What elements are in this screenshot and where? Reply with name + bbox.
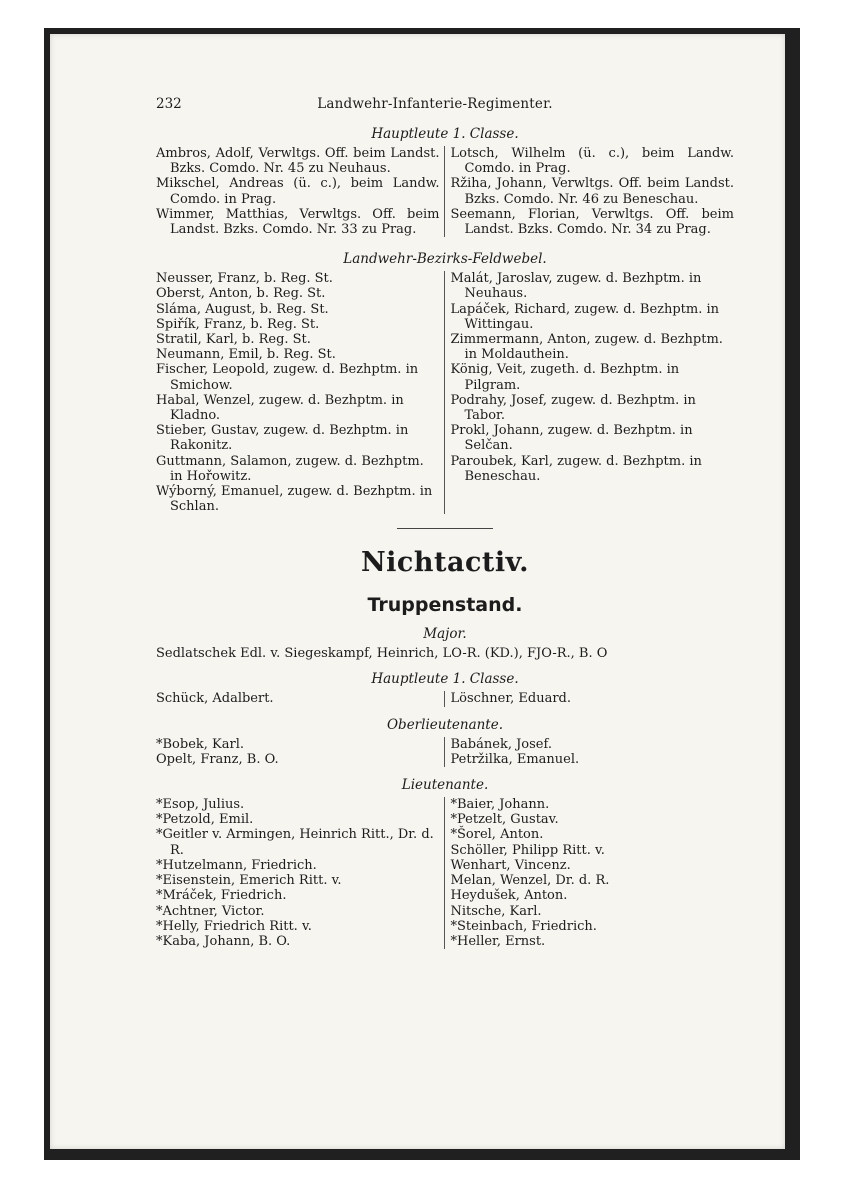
list-item: Fischer, Leopold, zugew. d. Bezhptm. in Smichow. [156, 362, 419, 393]
page-header [156, 96, 734, 116]
list-item: *Kaba, Johann, B. O. [156, 933, 291, 949]
right-column [444, 146, 735, 237]
list-item: Seemann, Florian, Verwltgs. Off. beim Landst. Bzks. Comdo. Nr. 34 zu Prag. [450, 206, 734, 238]
section-title-feldwebel: Landwehr-Bezirks-Feldwebel. [343, 251, 547, 268]
section-title-hauptleute-2: Hauptleute 1. Classe. [371, 671, 519, 688]
right-column [444, 797, 735, 949]
list-item: Schöller, Philipp Ritt. v. [450, 842, 605, 858]
list-item: *Mráček, Friedrich. [156, 888, 287, 904]
list-item: Malát, Jaroslav, zugew. d. Bezhptm. in Neuhaus. [450, 271, 702, 302]
list-item: Opelt, Franz, B. O. [156, 751, 279, 767]
list-item: Guttmann, Salamon, zugew. d. Bezhptm. in Hořowitz. [156, 453, 424, 484]
list-item: *Baier, Johann. [450, 797, 550, 813]
list-item: Prokl, Johann, zugew. d. Bezhptm. in Selčan. [450, 423, 693, 454]
list-item: Habal, Wenzel, zugew. d. Bezhptm. in Kladno. [156, 392, 404, 424]
list-item: Wimmer, Matthias, Verwltgs. Off. beim Landst. Bzks. Comdo. Nr. 33 zu Prag. [156, 206, 440, 238]
section-title-oberlieutenante: Oberlieutenante. [386, 716, 504, 733]
list-item: Zimmermann, Anton, zugew. d. Bezhptm. in Moldauthein. [450, 332, 723, 363]
list-item: Mikschel, Andreas (ü. c.), beim Landw. Comdo. in Prag. [156, 176, 440, 207]
list-item: Wýborný, Emanuel, zugew. d. Bezhptm. in Schlan. [156, 484, 433, 515]
list-item: Neusser, Franz, b. Reg. St. [156, 271, 333, 287]
list-item: Melan, Wenzel, Dr. d. R. [450, 873, 610, 889]
list-item: *Bobek, Karl. [156, 736, 245, 752]
page-content [156, 96, 734, 949]
page-number: 232 [156, 96, 182, 112]
list-item: Sláma, August, b. Reg. St. [156, 301, 329, 317]
list-item: Lapáček, Richard, zugew. d. Bezhptm. in Wittingau. [450, 301, 720, 332]
heading-truppenstand: Truppenstand. [367, 594, 523, 617]
list-item: Babánek, Josef. [450, 736, 552, 752]
list-item: *Šorel, Anton. [450, 827, 544, 843]
major-entry: Sedlatschek Edl. v. Siegeskampf, Heinrich, LO-R. (KD.), FJO-R., B. O [156, 646, 608, 662]
list-item: Paroubek, Karl, zugew. d. Bezhptm. in Beneschau. [450, 453, 702, 484]
right-column [444, 691, 735, 706]
running-title: Landwehr-Infanterie-Regimenter. [317, 96, 553, 112]
list-item: *Steinbach, Friedrich. [450, 918, 597, 934]
divider [397, 528, 493, 529]
list-item: *Achtner, Victor. [156, 903, 265, 919]
left-column [156, 271, 444, 514]
list-item: *Helly, Friedrich Ritt. v. [156, 918, 312, 934]
list-item: *Petzelt, Gustav. [450, 812, 559, 828]
section-title-hauptleute: Hauptleute 1. Classe. [371, 126, 519, 142]
section-title-lieutenante: Lieutenante. [401, 777, 489, 794]
list-item: Schück, Adalbert. [156, 691, 274, 707]
list-item: *Eisenstein, Emerich Ritt. v. [156, 873, 342, 889]
list-item: *Heller, Ernst. [450, 933, 546, 949]
right-column [444, 271, 735, 514]
right-column [444, 737, 735, 767]
list-item: Heydušek, Anton. [450, 888, 568, 904]
list-item: Nitsche, Karl. [450, 903, 542, 919]
section-title-major: Major. [423, 626, 467, 643]
list-item: Lotsch, Wilhelm (ü. c.), beim Landw. Comdo. in Prag. [450, 146, 734, 177]
list-item: Wenhart, Vincenz. [450, 857, 571, 873]
list-item: Stratil, Karl, b. Reg. St. [156, 332, 311, 348]
list-item: Stieber, Gustav, zugew. d. Bezhptm. in Rakonitz. [156, 423, 409, 454]
hauptleute-2-columns [156, 691, 734, 706]
list-item: *Hutzelmann, Friedrich. [156, 857, 317, 873]
list-item: Ambros, Adolf, Verwltgs. Off. beim Landst. Bzks. Comdo. Nr. 45 zu Neuhaus. [156, 146, 440, 177]
feldwebel-columns [156, 271, 734, 514]
lieutenante-columns [156, 797, 734, 949]
list-item: Oberst, Anton, b. Reg. St. [156, 286, 326, 302]
list-item: *Esop, Julius. [156, 797, 245, 813]
list-item: Ržiha, Johann, Verwltgs. Off. beim Landst. Bzks. Comdo. Nr. 46 zu Beneschau. [450, 176, 734, 207]
left-column [156, 737, 444, 767]
list-item: König, Veit, zugeth. d. Bezhptm. in Pilgram. [450, 362, 680, 393]
left-column [156, 691, 444, 706]
list-item: Löschner, Eduard. [450, 691, 572, 707]
list-item: Petržilka, Emanuel. [450, 751, 580, 767]
left-column [156, 797, 444, 949]
list-item: *Geitler v. Armingen, Heinrich Ritt., Dr. d. R. [156, 827, 434, 858]
hauptleute-columns [156, 146, 734, 237]
left-column [156, 146, 444, 237]
list-item: Spiřík, Franz, b. Reg. St. [156, 316, 320, 332]
list-item: Neumann, Emil, b. Reg. St. [156, 347, 336, 363]
oberlieutenante-columns [156, 737, 734, 767]
list-item: Podrahy, Josef, zugew. d. Bezhptm. in Tabor. [450, 392, 696, 424]
list-item: *Petzold, Emil. [156, 812, 254, 828]
heading-nichtactiv: Nichtactiv. [360, 547, 529, 579]
